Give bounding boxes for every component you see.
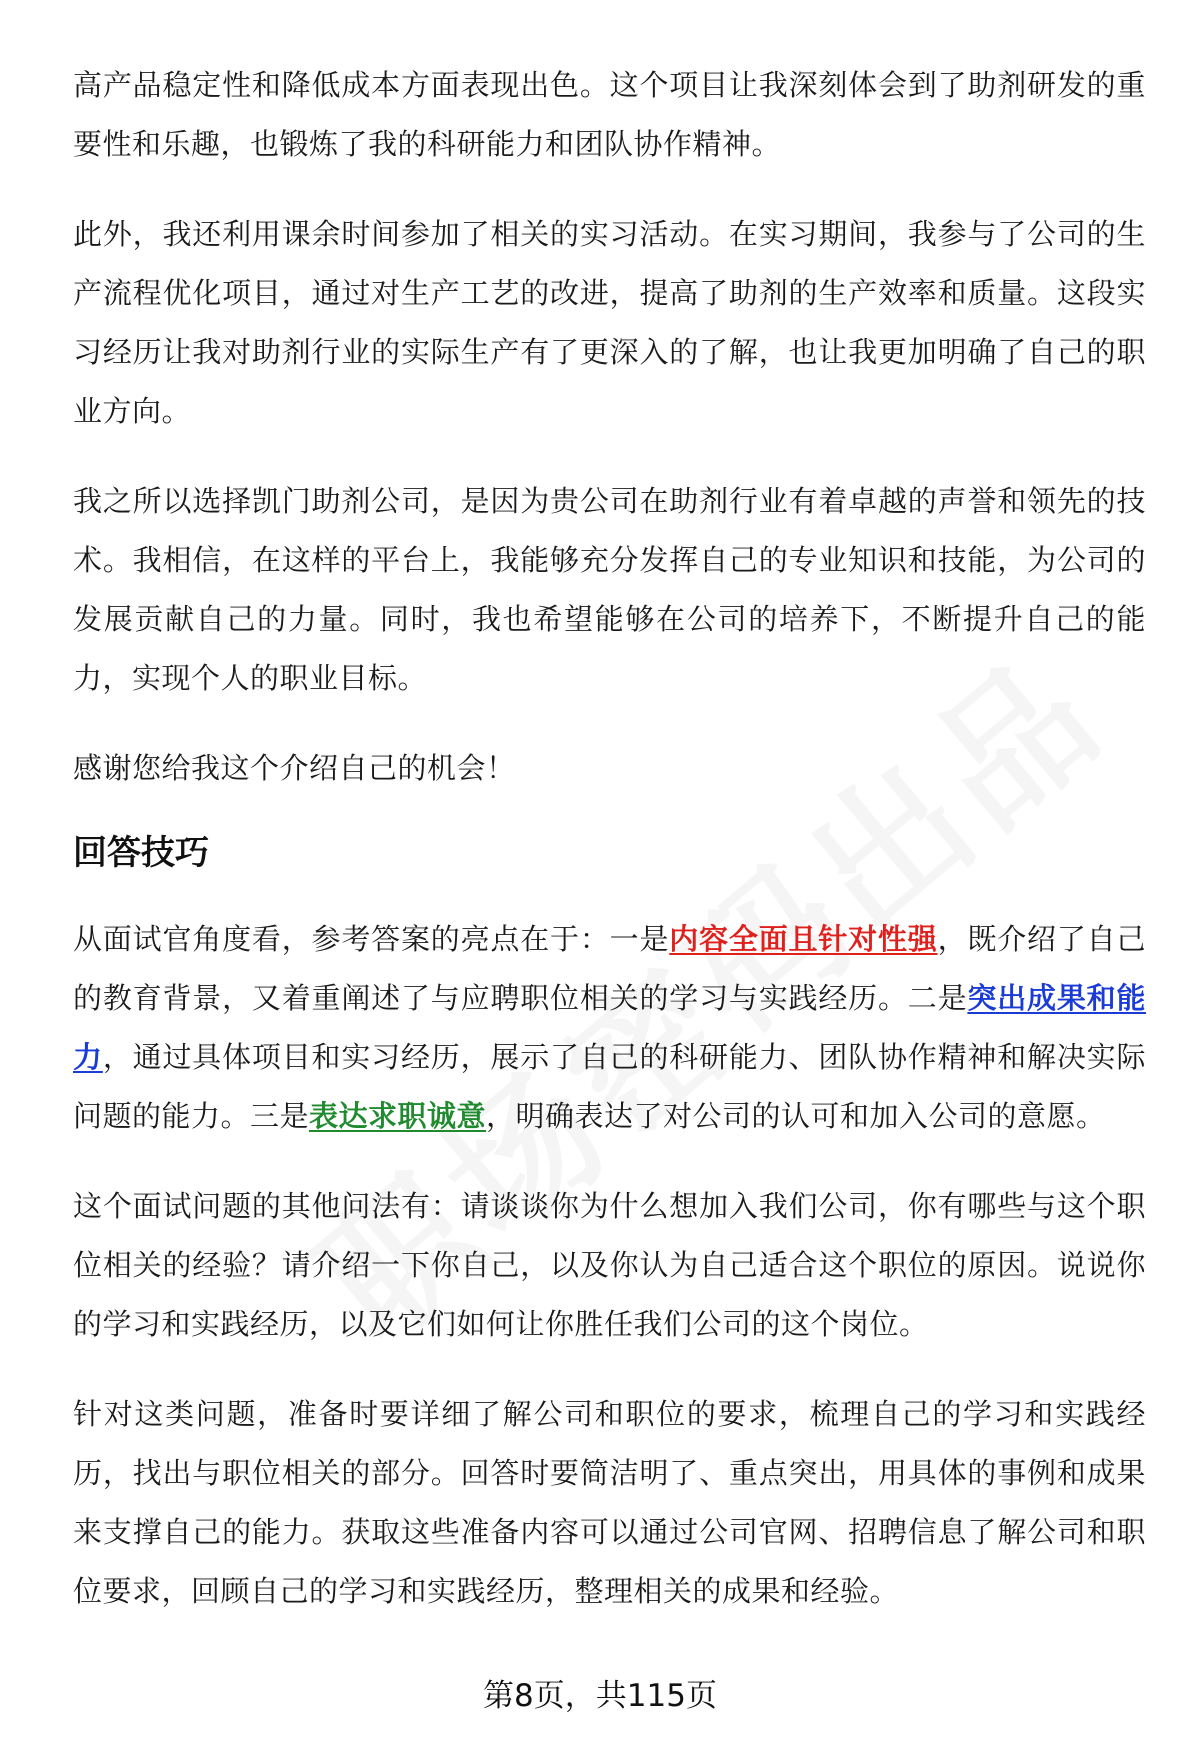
paragraph-6: 这个面试问题的其他问法有：请谈谈你为什么想加入我们公司，你有哪些与这个职位相关的经验？请介绍一下你自己，以及你认为自己适合这个职位的原因。说说你的学习和实践经历，以及它们如何让你胜任我们公司的这个岗位。 (73, 1189, 1146, 1341)
highlight-paragraph-text-1: 从面试官角度看，参考答案的亮点在于：一是 (73, 922, 670, 956)
paragraph-2: 此外，我还利用课余时间参加了相关的实习活动。在实习期间，我参与了公司的生产流程优化项目，通过对生产工艺的改进，提高了助剂的生产效率和质量。这段实习经历让我对助剂行业的实际生产有了更深入的了解，也让我更加明确了自己的职业方向。 (73, 217, 1146, 428)
page-number: 第8页，共115页 (483, 1678, 717, 1714)
section-heading: 回答技巧 (73, 833, 209, 873)
highlight-green: 表达求职诚意 (309, 1099, 487, 1133)
highlight-blue: 突出成果和能力 (73, 981, 1146, 1074)
highlight-paragraph-text-3: ，通过具体项目和实习经历，展示了自己的科研能力、团队协作精神和解决实际问题的能力。三是 (73, 1040, 1146, 1133)
paragraph-4: 感谢您给我这个介绍自己的机会！ (73, 751, 516, 785)
paragraph-1: 高产品稳定性和降低成本方面表现出色。这个项目让我深刻体会到了助剂研发的重要性和乐趣，也锻炼了我的科研能力和团队协作精神。 (73, 68, 1146, 161)
highlight-paragraph (73, 910, 1146, 1146)
paragraph-3: 我之所以选择凯门助剂公司，是因为贵公司在助剂行业有着卓越的声誉和领先的技术。我相信，在这样的平台上，我能够充分发挥自己的专业知识和技能，为公司的发展贡献自己的力量。同时，我也希望能够在公司的培养下，不断提升自己的能力，实现个人的职业目标。 (73, 484, 1146, 695)
highlight-paragraph-text-4: ，明确表达了对公司的认可和加入公司的意愿。 (486, 1099, 1106, 1133)
paragraph-7: 针对这类问题，准备时要详细了解公司和职位的要求，梳理自己的学习和实践经历，找出与职位相关的部分。回答时要简洁明了、重点突出，用具体的事例和成果来支撑自己的能力。获取这些准备内容可以通过公司官网、招聘信息了解公司和职位要求，回顾自己的学习和实践经历，整理相关的成果和经验。 (73, 1397, 1146, 1608)
highlight-paragraph-text-2: ，既介绍了自己的教育背景，又着重阐述了与应聘职位相关的学习与实践经历。二是 (73, 922, 1146, 1015)
document-body (73, 56, 1146, 1652)
highlight-red: 内容全面且针对性强 (669, 922, 938, 956)
